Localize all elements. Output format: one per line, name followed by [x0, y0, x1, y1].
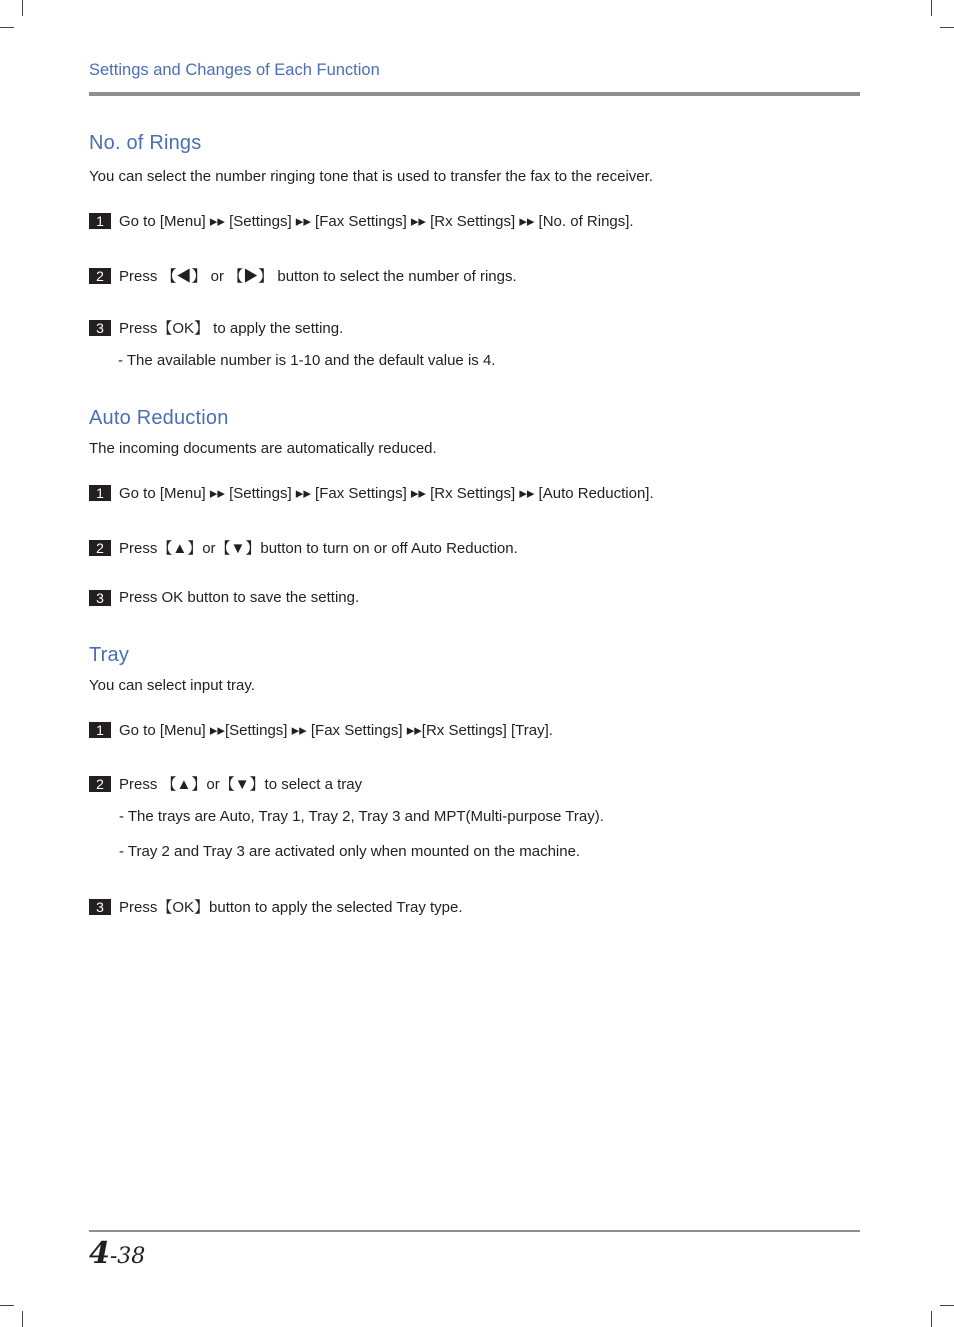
step-number: 3 [89, 590, 111, 606]
section-title-no-of-rings: No. of Rings [89, 132, 202, 154]
crop-mark [940, 1305, 954, 1306]
step-text: Press 【▲】or【▼】to select a tray [119, 776, 363, 793]
section-title-tray: Tray [89, 644, 130, 666]
step-item [89, 212, 634, 230]
step-text: Go to [Menu] ▸▸ [Settings] ▸▸ [Fax Settings] ▸▸ [Rx Settings] ▸▸ [Auto Reduction]. [119, 485, 654, 502]
page-index: -38 [109, 1244, 146, 1269]
step-number: 3 [89, 899, 111, 915]
step-item [89, 896, 463, 917]
step-item [89, 721, 553, 739]
section-intro: You can select the number ringing tone that is used to transfer the fax to the receiver. [89, 168, 653, 185]
section-intro: You can select input tray. [89, 677, 255, 694]
step-text: Go to [Menu] ▸▸[Settings] ▸▸ [Fax Settings] ▸▸[Rx Settings] [Tray]. [119, 722, 553, 739]
crop-mark [22, 1311, 23, 1327]
step-item [89, 317, 343, 338]
step-item [89, 484, 654, 502]
running-header: Settings and Changes of Each Function [89, 61, 380, 79]
crop-mark [0, 27, 14, 28]
chapter-number: 4 [89, 1236, 110, 1271]
header-divider [89, 92, 860, 96]
step-text: Press OK button to save the setting. [119, 589, 360, 606]
step-text: Press 【◀】 or 【▶】 button to select the number of rings. [119, 268, 517, 285]
crop-mark [931, 0, 932, 16]
step-text: Press【OK】button to apply the selected Tray type. [119, 899, 463, 916]
section-title-auto-reduction: Auto Reduction [89, 407, 229, 429]
step-number: 2 [89, 268, 111, 284]
step-item [89, 537, 518, 558]
page-number [89, 1236, 145, 1271]
step-text: Press【OK】 to apply the setting. [119, 320, 344, 337]
step-text: Go to [Menu] ▸▸ [Settings] ▸▸ [Fax Settings] ▸▸ [Rx Settings] ▸▸ [No. of Rings]. [119, 213, 634, 230]
step-number: 2 [89, 776, 111, 792]
crop-mark [0, 1305, 14, 1306]
step-number: 1 [89, 485, 111, 501]
crop-mark [22, 0, 23, 16]
step-item [89, 589, 359, 606]
step-note: - The trays are Auto, Tray 1, Tray 2, Tray 3 and MPT(Multi-purpose Tray). [119, 808, 604, 825]
step-number: 1 [89, 213, 111, 229]
step-item [89, 265, 517, 286]
step-text: Press【▲】or【▼】button to turn on or off Auto Reduction. [119, 540, 518, 557]
step-number: 3 [89, 320, 111, 336]
step-number: 1 [89, 722, 111, 738]
step-number: 2 [89, 540, 111, 556]
step-note: - The available number is 1-10 and the default value is 4. [118, 352, 496, 369]
crop-mark [931, 1311, 932, 1327]
step-note: - Tray 2 and Tray 3 are activated only when mounted on the machine. [119, 843, 581, 860]
step-item [89, 773, 362, 794]
footer-divider [89, 1230, 860, 1232]
crop-mark [940, 27, 954, 28]
section-intro: The incoming documents are automatically reduced. [89, 440, 437, 457]
